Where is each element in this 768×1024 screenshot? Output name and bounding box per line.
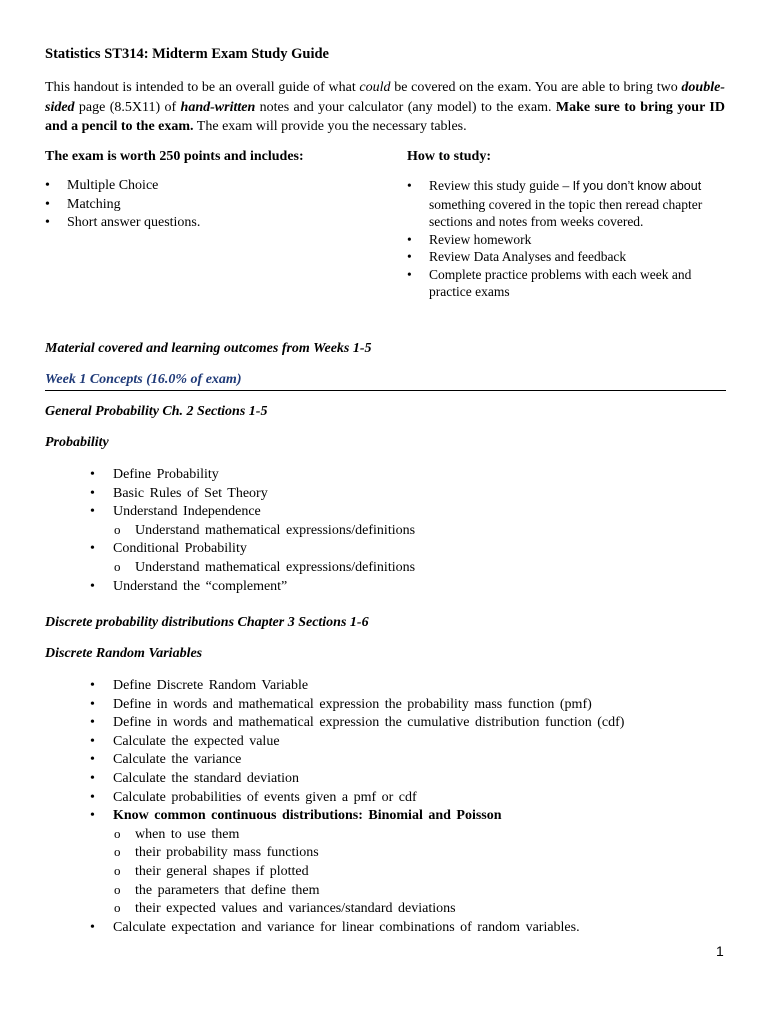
how-to-study-column [407, 149, 727, 301]
intro-paragraph [45, 78, 725, 137]
discrete-random-variables-heading: Discrete Random Variables [45, 646, 203, 661]
list-item-bold: Know common continuous distributions: Binomial and Poisson [113, 808, 502, 824]
list-item: • Basic Rules of Set Theory [90, 485, 710, 504]
list-item: o when to use them [90, 826, 720, 845]
list-item: • Define in words and mathematical expression the probability mass function (pmf) [90, 696, 720, 715]
probability-list [90, 578, 710, 597]
material-heading: Material covered and learning outcomes from Weeks 1-5 [45, 341, 372, 356]
page-number: 1 [716, 943, 724, 959]
list-item: • Define Probability [90, 466, 710, 485]
intro-text: notes and your calculator (any model) to the exam. [255, 99, 556, 115]
list-item: • Multiple Choice [45, 177, 385, 196]
section-divider [45, 390, 726, 391]
list-item: • Review Data Analyses and feedback [407, 248, 727, 266]
exam-format-list [45, 177, 385, 233]
drv-outcomes [90, 677, 720, 937]
list-item: • Calculate the expected value [90, 733, 720, 752]
exam-info-heading: The exam is worth 250 points and includes: [45, 149, 304, 164]
intro-emphasis-hand-written: hand-written [180, 99, 256, 115]
intro-text: The exam will provide you the necessary tables. [193, 119, 467, 134]
list-item: • Calculate probabilities of events given a pmf or cdf [90, 789, 720, 808]
list-item-text-sans: If you don’t know about [572, 179, 702, 193]
drv-list [90, 919, 720, 938]
intro-text: page (8.5X11) of [74, 99, 181, 115]
exam-info-column [45, 149, 385, 233]
list-item: • Calculate expectation and variance for linear combinations of random variables. [90, 919, 720, 938]
list-item [90, 807, 720, 826]
list-item: • Understand the “complement” [90, 578, 710, 597]
intro-text: This handout is intended to be an overall guide of what [45, 80, 360, 95]
list-item: • Review homework [407, 231, 727, 249]
list-item: • Define in words and mathematical expression the cumulative distribution function (cdf) [90, 714, 720, 733]
general-probability-heading: General Probability Ch. 2 Sections 1-5 [45, 404, 268, 419]
list-item: • Complete practice problems with each week and practice exams [407, 266, 727, 301]
intro-bold-note: Make sure to bring your ID and a pencil to the exam. [45, 99, 725, 134]
discrete-distributions-heading: Discrete probability distributions Chapter 3 Sections 1-6 [45, 615, 369, 630]
document-title: Statistics ST314: Midterm Exam Study Guide [45, 46, 329, 62]
probability-sublist [90, 559, 710, 578]
probability-list [90, 466, 710, 522]
list-item [407, 177, 727, 231]
list-item: • Conditional Probability [90, 540, 710, 559]
list-item: • Understand Independence [90, 503, 710, 522]
how-to-study-heading: How to study: [407, 149, 492, 164]
list-item: • Define Discrete Random Variable [90, 677, 720, 696]
intro-text: be covered on the exam. You are able to bring two [390, 80, 682, 95]
list-item: o the parameters that define them [90, 882, 720, 901]
list-item: o Understand mathematical expressions/definitions [90, 559, 710, 578]
list-item: • Calculate the standard deviation [90, 770, 720, 789]
list-item: • Short answer questions. [45, 214, 385, 233]
list-item: o their general shapes if plotted [90, 863, 720, 882]
drv-list [90, 677, 720, 826]
probability-sublist [90, 522, 710, 541]
probability-outcomes [90, 466, 710, 596]
list-item: o their expected values and variances/standard deviations [90, 900, 720, 919]
distribution-sublist [90, 826, 720, 919]
probability-heading: Probability [45, 435, 109, 450]
probability-list [90, 540, 710, 559]
intro-emphasis-double-sided: double-sided [45, 80, 725, 115]
list-item: o their probability mass functions [90, 844, 720, 863]
list-item: • Calculate the variance [90, 751, 720, 770]
list-item: o Understand mathematical expressions/definitions [90, 522, 710, 541]
week1-heading: Week 1 Concepts (16.0% of exam) [45, 372, 242, 387]
how-to-study-list [407, 177, 727, 301]
list-item-text: something covered in the topic then reread chapter sections and notes from weeks covered. [429, 196, 703, 229]
list-item-text: Review this study guide – [429, 178, 573, 193]
intro-emphasis-could: could [359, 80, 391, 95]
list-item: • Matching [45, 196, 385, 215]
